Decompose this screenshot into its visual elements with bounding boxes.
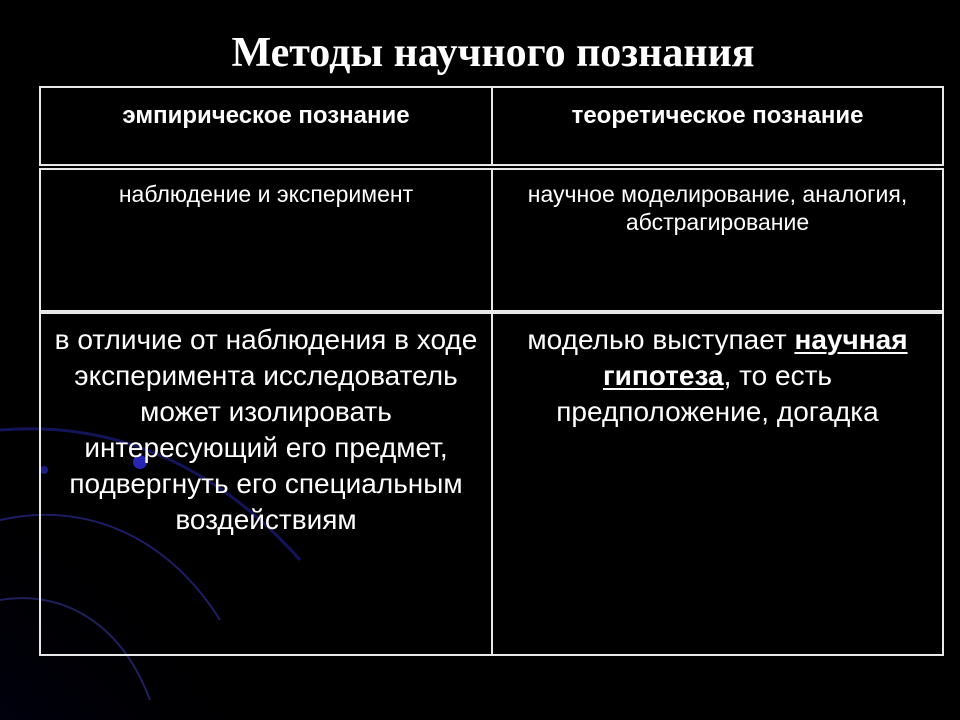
cell-experiment-description <box>39 312 493 656</box>
cell-empirical-methods-text: наблюдение и эксперимент <box>118 181 414 207</box>
cell-hypothesis-suffix: , то есть предположение, догадка <box>556 360 879 427</box>
page-title: Методы научного познания <box>231 30 755 76</box>
cell-experiment-description-text: в отличие от наблюдения в ходе эксперимента исследователь может изолировать интересующий его предмет, подвергнуть его специальным воздействиям <box>54 324 478 535</box>
cell-theoretical-methods <box>491 168 944 312</box>
methods-table <box>39 86 944 656</box>
header-theoretical-label: теоретическое познание <box>571 102 864 129</box>
header-empirical-label: эмпирическое познание <box>122 102 410 129</box>
scientific-hypothesis-term: научная гипотеза <box>602 324 908 391</box>
header-theoretical <box>491 86 944 166</box>
cell-hypothesis-prefix: моделью выступает <box>527 324 795 355</box>
cell-empirical-methods <box>39 168 493 312</box>
cell-theoretical-methods-text: научное моделирование, аналогия, абстрагирование <box>527 181 908 235</box>
cell-hypothesis-description <box>491 312 944 656</box>
header-empirical <box>39 86 493 166</box>
